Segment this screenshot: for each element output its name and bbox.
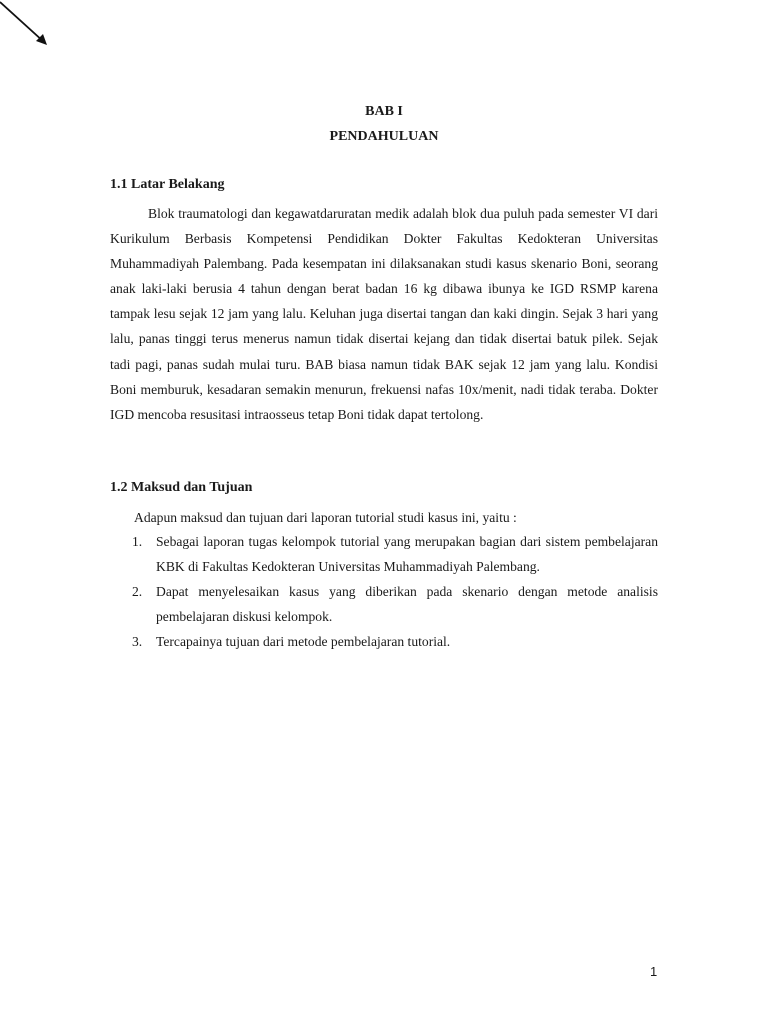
list-item-number: 2. <box>132 584 143 600</box>
objectives-intro: Adapun maksud dan tujuan dari laporan tutorial studi kasus ini, yaitu : <box>134 510 517 525</box>
list-item <box>110 529 658 579</box>
list-item <box>110 579 658 629</box>
list-item-text: Dapat menyelesaikan kasus yang diberikan pada skenario dengan metode analisis pembelajaran diskusi kelompok. <box>156 584 658 625</box>
objectives-list <box>110 529 658 654</box>
list-item-text: Sebagai laporan tugas kelompok tutorial yang merupakan bagian dari sistem pembelajaran KBK di Fakultas Kedokteran Universitas Muhammadiyah Palembang. <box>156 534 658 575</box>
list-item-number: 1. <box>132 534 143 549</box>
background-paragraph: Blok traumatologi dan kegawatdaruratan medik adalah blok dua puluh pada semester VI dari Kurikulum Berbasis Kompetensi Pendidikan Dokter Fakultas Kedokteran Universitas Muhammadiyah Palembang. Pada kesempatan ini dilaksanakan studi kasus skenario Boni, seorang anak laki-laki berusia 4 tahun dengan berat badan 16 kg dibawa ibunya ke IGD RSMP karena tampak lesu sejak 12 jam yang lalu. Keluhan juga disertai tangan dan kaki dingin. Sejak 3 hari yang lalu, panas tinggi terus menerus namun tidak disertai kejang dan tidak disertai batuk pilek. Sejak tadi pagi, panas sudah mulai turu. BAB biasa namun tidak BAK sejak 12 jam yang lalu. Kondisi Boni memburuk, kesadaran semakin menurun, frekuensi nafas 10x/menit, nadi tidak teraba. Dokter IGD mencoba resusitasi intraosseus tetap Boni tidak dapat tertolong. <box>110 206 658 422</box>
section-heading-latar-belakang: 1.1 Latar Belakang <box>110 177 225 192</box>
list-item-number: 3. <box>132 634 143 650</box>
list-item-text: Tercapainya tujuan dari metode pembelajaran tutorial. <box>156 634 451 650</box>
page-number: 1 <box>650 964 658 979</box>
chapter-number: BAB I <box>365 104 403 119</box>
section-heading-maksud-tujuan: 1.2 Maksud dan Tujuan <box>110 480 253 495</box>
diagonal-arrow-icon <box>0 0 52 50</box>
list-item <box>110 629 658 654</box>
chapter-title: PENDAHULUAN <box>329 129 439 144</box>
